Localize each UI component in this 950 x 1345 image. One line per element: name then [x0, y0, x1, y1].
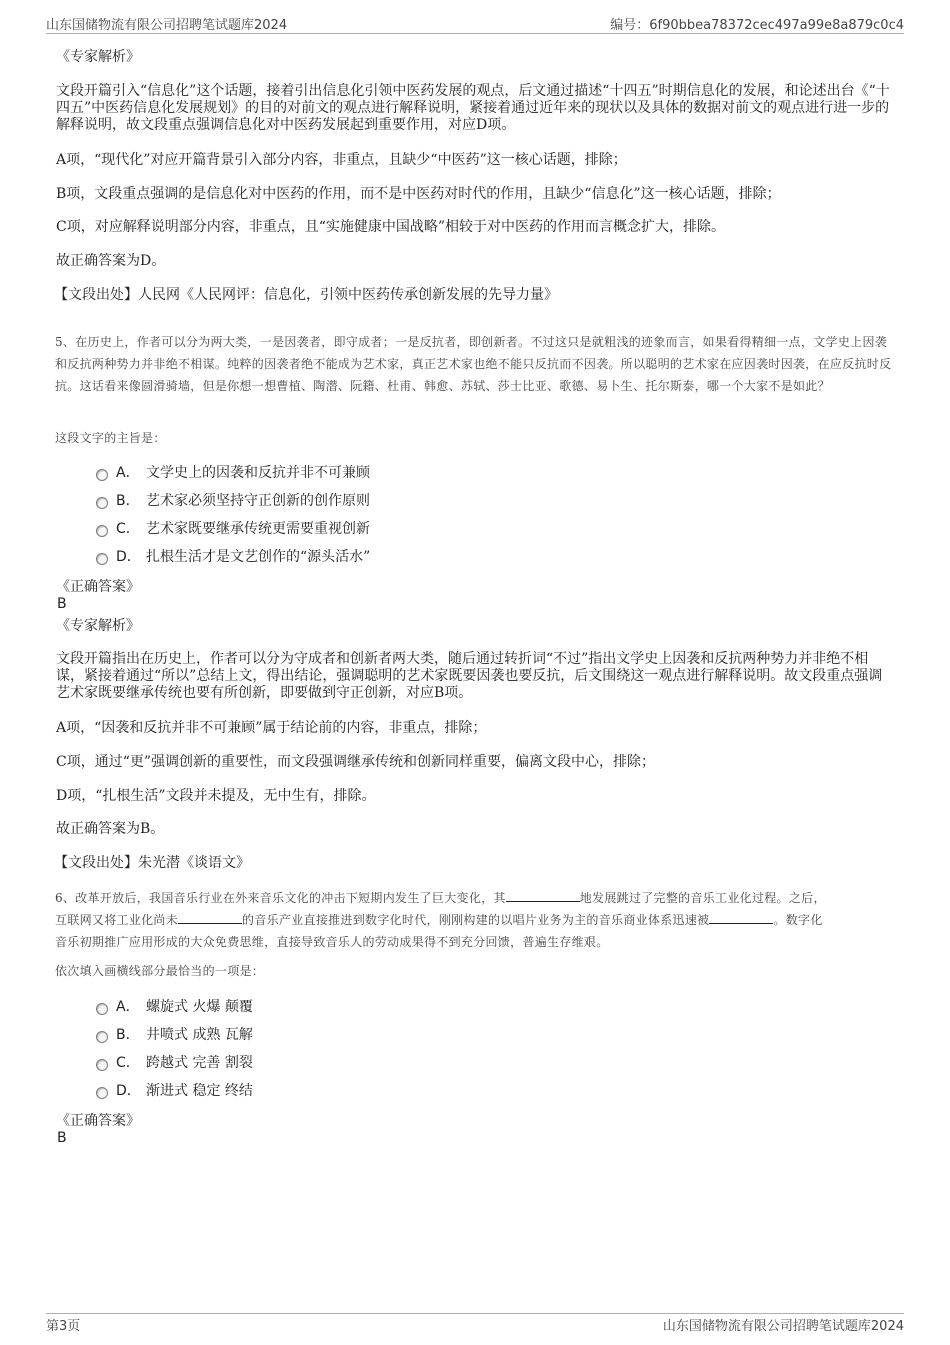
question-6-option-b[interactable]: B． 井喷式 成熟 瓦解 — [96, 1025, 253, 1045]
header-divider — [46, 33, 904, 34]
question-5-option-b[interactable]: B． 艺术家必须坚持守正创新的创作原则 — [96, 491, 370, 511]
footer-title: 山东国储物流有限公司招聘笔试题库2024 — [662, 1319, 904, 1334]
expert-analysis-label: 《专家解析》 — [56, 49, 140, 65]
question-5-option-c[interactable]: C． 艺术家既要继承传统更需要重视创新 — [96, 519, 370, 539]
radio-icon[interactable] — [96, 469, 108, 481]
correct-answer-value: B — [57, 1130, 67, 1146]
page-header — [46, 12, 904, 32]
analysis-option-c: C项，通过“更”强调创新的重要性，而文段强调继承传统和创新同样重要，偏离文段中心，排除； — [56, 754, 656, 770]
fill-blank-2[interactable] — [178, 913, 242, 924]
question-5-option-d[interactable]: D． 扎根生活才是文艺创作的“源头活水” — [96, 547, 370, 567]
analysis-option-a: A项，“因袭和反抗并非不可兼顾”属于结论前的内容，非重点，排除； — [56, 720, 487, 736]
question-6-prompt: 依次填入画横线部分最恰当的一项是： — [55, 964, 265, 978]
question-6-option-d[interactable]: D． 渐进式 稳定 终结 — [96, 1081, 253, 1101]
question-5-text: 5、在历史上，作者可以分为两大类，一是因袭者，即守成者；一是反抗者，即创新者。不过这只是就粗浅的迹象而言，如果看得精细一点，文学史上因袭和反抗两种势力并非绝不相谋。纯粹的因袭者绝不能成为艺术家，真正艺术家也绝不能只反抗而不因袭。所以聪明的艺术家在应因袭时因袭，在应反抗时反抗。这话看来像圆滑骑墙，但是你想一想曹植、陶潜、阮籍、杜甫、韩愈、苏轼、莎士比亚、歌德、易卜生、托尔斯泰，哪一个大家不是如此？ — [55, 335, 892, 393]
expert-analysis-text: 文段开篇引入“信息化”这个话题，接着引出信息化引领中医药发展的观点，后文通过描述“十四五”时期信息化的发展，和论述出台《“十四五”中医药信息化发展规划》的目的对前文的观点进行解释说明，紧接着通过近年来的现状以及具体的数据对前文的观点进行进一步的解释说明，故文段重点强调信息化对中医药发展起到重要作用，对应D项。 — [56, 83, 890, 133]
header-title: 山东国储物流有限公司招聘笔试题库2024 — [46, 18, 288, 33]
question-6-option-a[interactable]: A． 螺旋式 火爆 颠覆 — [96, 997, 253, 1017]
radio-icon[interactable] — [96, 525, 108, 537]
footer-divider — [46, 1313, 904, 1314]
question-6-option-c[interactable]: C． 跨越式 完善 割裂 — [96, 1053, 253, 1073]
analysis-conclusion: 故正确答案为B。 — [56, 821, 165, 837]
radio-icon[interactable] — [96, 1087, 108, 1099]
expert-analysis-label: 《专家解析》 — [56, 618, 140, 634]
radio-icon[interactable] — [96, 553, 108, 565]
analysis-option-a: A项，“现代化”对应开篇背景引入部分内容，非重点，且缺少“中医药”这一核心话题，排除； — [56, 152, 627, 168]
correct-answer-label: 《正确答案》 — [56, 579, 140, 595]
radio-icon[interactable] — [96, 1059, 108, 1071]
passage-source: 【文段出处】人民网《人民网评：信息化，引领中医药传承创新发展的先导力量》 — [54, 287, 558, 303]
expert-analysis-text: 文段开篇指出在历史上，作者可以分为守成者和创新者两大类，随后通过转折词“不过”指出文学史上因袭和反抗两种势力并非绝不相谋，紧接着通过“所以”总结上文，得出结论，强调聪明的艺术家既要因袭也要反抗，后文围绕这一观点进行解释说明。故文段重点强调艺术家既要继承传统也要有所创新，即要做到守正创新，对应B项。 — [56, 651, 883, 701]
radio-icon[interactable] — [96, 1031, 108, 1043]
analysis-option-d: D项，“扎根生活”文段并未提及，无中生有，排除。 — [56, 788, 376, 804]
question-5-prompt: 这段文字的主旨是： — [55, 431, 166, 445]
correct-answer-label: 《正确答案》 — [56, 1113, 140, 1129]
analysis-option-b: B项，文段重点强调的是信息化对中医药的作用，而不是中医药对时代的作用，且缺少“信息化”这一核心话题，排除； — [56, 186, 781, 202]
analysis-conclusion: 故正确答案为D。 — [56, 253, 166, 269]
page-footer — [46, 1315, 904, 1335]
header-doc-id: 编号：6f90bbea78372cec497a99e8a879c0c4 — [610, 18, 904, 33]
fill-blank-3[interactable] — [709, 913, 773, 924]
analysis-option-c: C项，对应解释说明部分内容，非重点，且“实施健康中国战略”相较于对中医药的作用而言概念扩大，排除。 — [56, 219, 726, 235]
correct-answer-value: B — [57, 596, 67, 612]
page-number: 第3页 — [46, 1319, 81, 1334]
radio-icon[interactable] — [96, 1003, 108, 1015]
passage-source: 【文段出处】朱光潜《谈语文》 — [54, 855, 250, 871]
question-6-text: 6、改革开放后，我国音乐行业在外来音乐文化的冲击下短期内发生了巨大变化，其 地发展跳过了完整的音乐工业化过程。之后， 互联网又将工业化尚未 的音乐产业直接推进到数字化时代，刚刚构建的以唱片业务为主的音乐商业体系迅速被 。数字化 音乐初期推广应用形成的大众免费思维，直接导致音乐人的劳动成果得不到充分回馈，普遍生存维艰。 — [55, 891, 826, 949]
radio-icon[interactable] — [96, 497, 108, 509]
fill-blank-1[interactable] — [506, 891, 580, 902]
question-5-option-a[interactable]: A． 文学史上的因袭和反抗并非不可兼顾 — [96, 463, 370, 483]
